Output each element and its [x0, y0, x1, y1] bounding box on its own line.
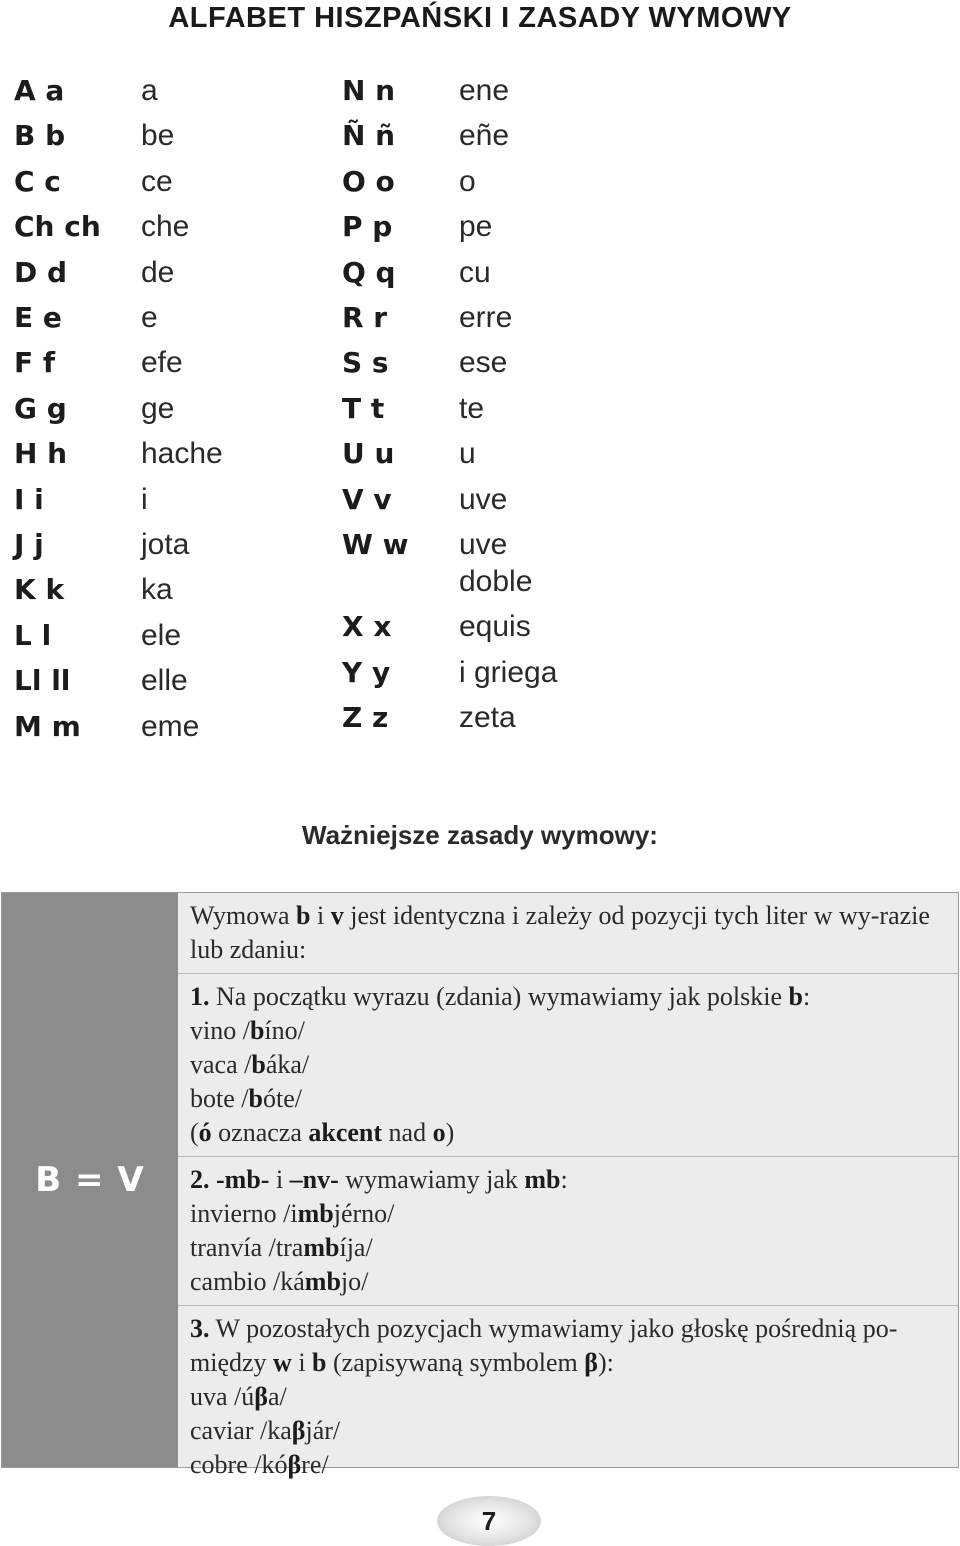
- page-number: 7: [481, 1505, 497, 1536]
- alphabet-letter: X x: [342, 610, 392, 644]
- alphabet-letter: W w: [342, 528, 409, 561]
- alphabet-letter: B b: [14, 119, 66, 153]
- letter-name: ka: [141, 573, 173, 607]
- letter-name-continued: doble: [459, 565, 533, 598]
- letter-name: jota: [141, 528, 190, 561]
- letter-name: cu: [459, 255, 491, 289]
- letter-name: e: [141, 301, 158, 334]
- alphabet-letter: O o: [342, 164, 395, 198]
- letter-name: de: [141, 255, 175, 289]
- example-line: invierno /imbjérno/: [190, 1199, 395, 1228]
- alphabet-letter: Y y: [342, 655, 391, 689]
- letter-name: eme: [141, 709, 200, 743]
- alphabet-letter: U u: [342, 437, 395, 471]
- letter-name: be: [141, 119, 175, 153]
- letter-name: uve: [459, 482, 508, 516]
- alphabet-letter: Z z: [342, 701, 389, 735]
- alphabet-letter: N n: [342, 74, 396, 107]
- alphabet-letter: D d: [14, 255, 68, 289]
- letter-name: elle: [141, 664, 188, 698]
- alphabet-letter: J j: [14, 528, 44, 561]
- alphabet-letter: I i: [14, 482, 44, 516]
- letter-name: eñe: [459, 119, 510, 153]
- example-line: caviar /kaβjár/: [190, 1416, 341, 1445]
- rule-intro: Wymowa b i v jest identyczna i zależy od pozycji tych liter w wy-razie lub zdaniu:: [178, 893, 958, 974]
- alphabet-letter: H h: [14, 437, 68, 471]
- letter-name: pe: [459, 210, 493, 244]
- letter-name: ge: [141, 391, 175, 425]
- alphabet-letter: K k: [14, 573, 65, 607]
- alphabet-letter: M m: [14, 709, 81, 743]
- letter-name: te: [459, 391, 485, 425]
- alphabet-letter: V v: [342, 482, 392, 516]
- section-heading: Ważniejsze zasady wymowy:: [302, 820, 658, 850]
- alphabet-letter: A a: [14, 74, 65, 107]
- letter-name: zeta: [459, 701, 516, 735]
- alphabet-letter: Q q: [342, 255, 396, 289]
- letter-name: che: [141, 210, 190, 244]
- example-line: vino /bíno/: [190, 1016, 305, 1045]
- alphabet-letter: Ll ll: [14, 664, 71, 698]
- alphabet-letter: R r: [342, 301, 388, 334]
- letter-name: ce: [141, 164, 173, 198]
- rule-list: [178, 893, 958, 1479]
- alphabet-letter: T t: [342, 391, 385, 425]
- letter-name: u: [459, 437, 476, 471]
- alphabet-table: [0, 72, 960, 812]
- pronunciation-rule-box: [1, 892, 959, 1479]
- letter-name: ese: [459, 346, 508, 380]
- accent-note: (ó oznacza akcent nad o): [190, 1118, 455, 1147]
- page-number-badge: [437, 1496, 541, 1546]
- letter-name: erre: [459, 301, 513, 334]
- alphabet-letter: E e: [14, 301, 62, 334]
- rule-1: 1. Na początku wyrazu (zdania) wymawiamy jak polskie b: vino /bíno/ vaca /báka/ bote /bóte/ (ó oznacza akcent nad o): [178, 974, 958, 1157]
- letter-name: equis: [459, 610, 531, 644]
- alphabet-letter: S s: [342, 346, 389, 380]
- letter-name: o: [459, 164, 476, 198]
- alphabet-letter: F f: [14, 346, 56, 380]
- letter-name: ene: [459, 74, 510, 107]
- example-line: tranvía /trambíja/: [190, 1233, 373, 1262]
- example-line: cambio /kámbjo/: [190, 1267, 369, 1296]
- example-line: vaca /báka/: [190, 1050, 310, 1079]
- letter-name: efe: [141, 346, 183, 380]
- example-line: bote /bóte/: [190, 1084, 302, 1113]
- letter-name: uve: [459, 528, 508, 561]
- example-line: uva /úβa/: [190, 1382, 287, 1411]
- alphabet-letter: L l: [14, 618, 52, 652]
- example-line: cobre /kóβre/: [190, 1450, 329, 1479]
- rule-label: B = V: [2, 893, 178, 1467]
- letter-name: i: [141, 482, 148, 516]
- letter-name: i griega: [459, 655, 558, 689]
- rule-2: 2. -mb- i –nv- wymawiamy jak mb: invierno /imbjérno/ tranvía /trambíja/ cambio /kámbjo/: [178, 1157, 958, 1306]
- rule-3: 3. W pozostałych pozycjach wymawiamy jako głoskę pośrednią po-między w i b (zapisywaną symbolem β): uva /úβa/ caviar /kaβjár/ cobre /kóβre/: [178, 1306, 958, 1488]
- page-title: ALFABET HISZPAŃSKI I ZASADY WYMOWY: [168, 2, 792, 34]
- alphabet-letter: G g: [14, 391, 67, 425]
- letter-name: a: [141, 74, 158, 107]
- alphabet-letter: P p: [342, 210, 393, 244]
- letter-name: hache: [141, 437, 223, 471]
- letter-name: ele: [141, 618, 182, 652]
- alphabet-letter: C c: [14, 164, 61, 198]
- alphabet-letter: Ñ ñ: [342, 119, 396, 153]
- alphabet-letter: Ch ch: [14, 210, 101, 244]
